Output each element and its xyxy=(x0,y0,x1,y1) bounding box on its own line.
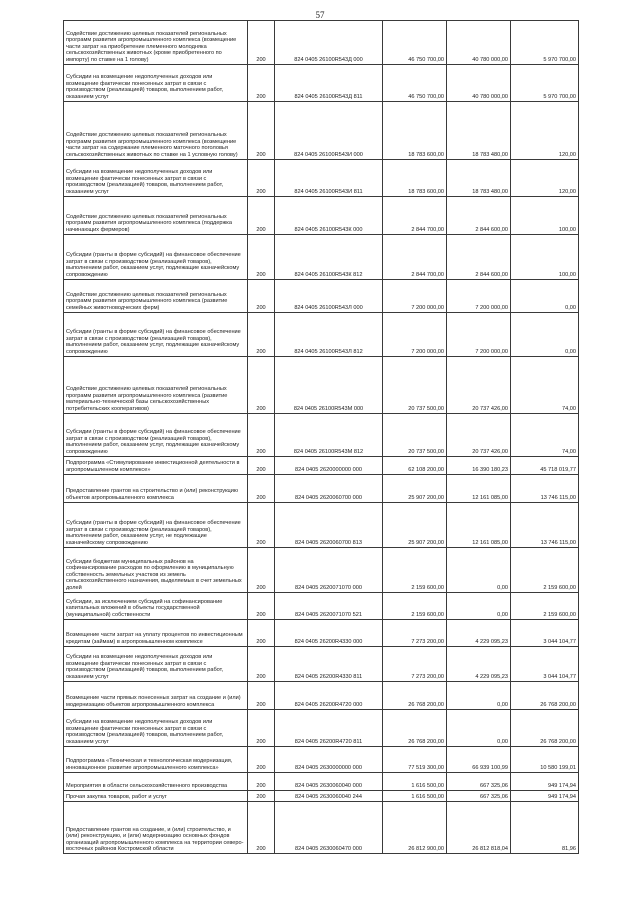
row-executed-cell: 7 200 000,00 xyxy=(447,313,511,357)
table-row xyxy=(64,475,579,503)
row-executed-cell: 667 325,06 xyxy=(447,773,511,791)
row-budget-code-cell: 824 0405 26100R543Д 000 xyxy=(275,21,383,65)
row-admin-code-cell: 200 xyxy=(248,802,275,854)
table-row xyxy=(64,457,579,475)
row-approved-cell: 46 750 700,00 xyxy=(383,65,447,102)
row-remaining-cell: 2 159 600,00 xyxy=(511,593,579,620)
table-row xyxy=(64,620,579,647)
page-number: 57 xyxy=(315,10,325,20)
table-row xyxy=(64,773,579,791)
row-approved-cell: 2 844 700,00 xyxy=(383,235,447,280)
table-row xyxy=(64,357,579,414)
row-budget-code-cell: 824 0405 2620071070 521 xyxy=(275,593,383,620)
row-remaining-cell: 74,00 xyxy=(511,357,579,414)
row-remaining-cell: 2 159 600,00 xyxy=(511,548,579,593)
row-budget-code-cell: 824 0405 26100R543Л 000 xyxy=(275,280,383,313)
table-row xyxy=(64,682,579,710)
budget-table-body xyxy=(64,21,579,854)
row-name-cell: Предоставление грантов на строительство и (или) реконструкцию объектов агропромышленного комплекса xyxy=(64,475,248,503)
row-executed-cell: 4 229 095,23 xyxy=(447,620,511,647)
table-row xyxy=(64,414,579,457)
row-remaining-cell: 81,96 xyxy=(511,802,579,854)
row-approved-cell: 20 737 500,00 xyxy=(383,414,447,457)
table-row xyxy=(64,593,579,620)
row-admin-code-cell: 200 xyxy=(248,457,275,475)
row-admin-code-cell: 200 xyxy=(248,620,275,647)
row-approved-cell: 25 907 200,00 xyxy=(383,475,447,503)
row-budget-code-cell: 824 0405 2620000000 000 xyxy=(275,457,383,475)
row-name-cell: Субсидии (гранты в форме субсидий) на финансовое обеспечение затрат в связи с производством (реализацией товаров), выполнением работ, оказанием услуг, подлежащие казначейскому сопровождению xyxy=(64,414,248,457)
row-budget-code-cell: 824 0405 2630060470 000 xyxy=(275,802,383,854)
row-admin-code-cell: 200 xyxy=(248,313,275,357)
row-budget-code-cell: 824 0405 26100R543Л 812 xyxy=(275,313,383,357)
row-approved-cell: 1 616 500,00 xyxy=(383,791,447,802)
row-executed-cell: 667 325,06 xyxy=(447,791,511,802)
row-approved-cell: 7 200 000,00 xyxy=(383,313,447,357)
row-budget-code-cell: 824 0405 26200R4330 000 xyxy=(275,620,383,647)
row-budget-code-cell: 824 0405 2620071070 000 xyxy=(275,548,383,593)
table-row xyxy=(64,280,579,313)
row-approved-cell: 7 273 200,00 xyxy=(383,620,447,647)
table-row xyxy=(64,65,579,102)
row-budget-code-cell: 824 0405 2630060040 244 xyxy=(275,791,383,802)
row-remaining-cell: 3 044 104,77 xyxy=(511,647,579,682)
table-row xyxy=(64,710,579,747)
row-executed-cell: 40 780 000,00 xyxy=(447,65,511,102)
row-admin-code-cell: 200 xyxy=(248,21,275,65)
row-name-cell: Субсидии на возмещение недополученных доходов или возмещение фактически понесенных затрат в связи с производством (реализацией) товаров, выполнением работ, оказанием услуг xyxy=(64,65,248,102)
table-row xyxy=(64,802,579,854)
row-name-cell: Возмещение части затрат на уплату процентов по инвестиционным кредитам (займам) в агропромышленном комплексе xyxy=(64,620,248,647)
row-name-cell: Подпрограмма «Техническая и технологическая модернизация, инновационное развитие агропромышленного комплекса» xyxy=(64,747,248,773)
table-row xyxy=(64,647,579,682)
row-budget-code-cell: 824 0405 26100R543И 811 xyxy=(275,160,383,197)
row-name-cell: Содействие достижению целевых показателей региональных программ развития агропромышленного комплекса (развитие семейных животноводческих ферм) xyxy=(64,280,248,313)
row-budget-code-cell: 824 0405 2620060700 000 xyxy=(275,475,383,503)
row-approved-cell: 26 812 900,00 xyxy=(383,802,447,854)
row-name-cell: Субсидии, за исключением субсидий на софинансирование капитальных вложений в объекты государственной (муниципальной) собственности xyxy=(64,593,248,620)
row-executed-cell: 12 161 085,00 xyxy=(447,475,511,503)
row-name-cell: Предоставление грантов на создание, и (или) строительство, и (или) реконструкцию, и (или) модернизацию основных фондов организаций агропромышленного комплекса на территории северо-восточных районов Костромской области xyxy=(64,802,248,854)
row-executed-cell: 18 783 480,00 xyxy=(447,102,511,160)
row-budget-code-cell: 824 0405 26200R4720 811 xyxy=(275,710,383,747)
row-name-cell: Субсидии на возмещение недополученных доходов или возмещение фактически понесенных затрат в связи с производством (реализацией) товаров, выполнением работ, оказанием услуг xyxy=(64,160,248,197)
row-executed-cell: 0,00 xyxy=(447,710,511,747)
row-admin-code-cell: 200 xyxy=(248,475,275,503)
row-remaining-cell: 26 768 200,00 xyxy=(511,682,579,710)
row-remaining-cell: 13 746 115,00 xyxy=(511,503,579,548)
row-budget-code-cell: 824 0405 26100R543И 000 xyxy=(275,102,383,160)
row-budget-code-cell: 824 0405 26100R543М 000 xyxy=(275,357,383,414)
row-budget-code-cell: 824 0405 26200R4330 811 xyxy=(275,647,383,682)
row-approved-cell: 2 159 600,00 xyxy=(383,593,447,620)
row-admin-code-cell: 200 xyxy=(248,160,275,197)
row-approved-cell: 7 200 000,00 xyxy=(383,280,447,313)
row-admin-code-cell: 200 xyxy=(248,280,275,313)
row-remaining-cell: 120,00 xyxy=(511,160,579,197)
table-row xyxy=(64,197,579,235)
row-name-cell: Содействие достижению целевых показателей региональных программ развития агропромышленного комплекса (поддержка начинающих фермеров) xyxy=(64,197,248,235)
row-budget-code-cell: 824 0405 26200R4720 000 xyxy=(275,682,383,710)
row-approved-cell: 25 907 200,00 xyxy=(383,503,447,548)
row-executed-cell: 0,00 xyxy=(447,593,511,620)
row-remaining-cell: 100,00 xyxy=(511,235,579,280)
row-budget-code-cell: 824 0405 26100R543Д 811 xyxy=(275,65,383,102)
row-admin-code-cell: 200 xyxy=(248,791,275,802)
row-budget-code-cell: 824 0405 2630000000 000 xyxy=(275,747,383,773)
row-executed-cell: 20 737 426,00 xyxy=(447,357,511,414)
row-approved-cell: 20 737 500,00 xyxy=(383,357,447,414)
row-budget-code-cell: 824 0405 26100R543К 812 xyxy=(275,235,383,280)
row-approved-cell: 2 159 600,00 xyxy=(383,548,447,593)
row-executed-cell: 0,00 xyxy=(447,548,511,593)
row-executed-cell: 0,00 xyxy=(447,682,511,710)
row-remaining-cell: 5 970 700,00 xyxy=(511,65,579,102)
row-executed-cell: 20 737 426,00 xyxy=(447,414,511,457)
row-admin-code-cell: 200 xyxy=(248,593,275,620)
row-admin-code-cell: 200 xyxy=(248,773,275,791)
row-name-cell: Субсидии (гранты в форме субсидий) на финансовое обеспечение затрат в связи с производством (реализацией товаров), выполнением работ, оказанием услуг, подлежащие казначейскому сопровождению xyxy=(64,235,248,280)
row-budget-code-cell: 824 0405 26100R543М 812 xyxy=(275,414,383,457)
table-row xyxy=(64,21,579,65)
row-approved-cell: 26 768 200,00 xyxy=(383,682,447,710)
row-remaining-cell: 10 580 199,01 xyxy=(511,747,579,773)
row-name-cell: Субсидии на возмещение недополученных доходов или возмещение фактически понесенных затрат в связи с производством (реализацией) товаров, выполнением работ, оказанием услуг xyxy=(64,647,248,682)
table-row xyxy=(64,160,579,197)
table-row xyxy=(64,235,579,280)
row-executed-cell: 12 161 085,00 xyxy=(447,503,511,548)
row-executed-cell: 18 783 480,00 xyxy=(447,160,511,197)
row-remaining-cell: 26 768 200,00 xyxy=(511,710,579,747)
row-executed-cell: 2 844 600,00 xyxy=(447,235,511,280)
row-name-cell: Содействие достижению целевых показателей региональных программ развития агропромышленного комплекса (возмещение части затрат на приобретение племенного молодняка сельскохозяйственных животных (кроме приобретенного по импорту) по ставке на 1 голову) xyxy=(64,21,248,65)
row-admin-code-cell: 200 xyxy=(248,647,275,682)
row-remaining-cell: 13 746 115,00 xyxy=(511,475,579,503)
row-remaining-cell: 100,00 xyxy=(511,197,579,235)
row-approved-cell: 77 519 300,00 xyxy=(383,747,447,773)
table-row xyxy=(64,791,579,802)
row-name-cell: Субсидии на возмещение недополученных доходов или возмещение фактически понесенных затрат в связи с производством (реализацией) товаров, выполнением работ, оказанием услуг xyxy=(64,710,248,747)
row-approved-cell: 2 844 700,00 xyxy=(383,197,447,235)
table-row xyxy=(64,747,579,773)
row-executed-cell: 16 390 180,23 xyxy=(447,457,511,475)
row-admin-code-cell: 200 xyxy=(248,682,275,710)
row-budget-code-cell: 824 0405 2630060040 000 xyxy=(275,773,383,791)
row-approved-cell: 62 108 200,00 xyxy=(383,457,447,475)
row-name-cell: Прочая закупка товаров, работ и услуг xyxy=(64,791,248,802)
row-remaining-cell: 74,00 xyxy=(511,414,579,457)
row-admin-code-cell: 200 xyxy=(248,710,275,747)
row-executed-cell: 2 844 600,00 xyxy=(447,197,511,235)
row-executed-cell: 7 200 000,00 xyxy=(447,280,511,313)
row-admin-code-cell: 200 xyxy=(248,747,275,773)
row-admin-code-cell: 200 xyxy=(248,235,275,280)
row-remaining-cell: 949 174,94 xyxy=(511,791,579,802)
row-remaining-cell: 3 044 104,77 xyxy=(511,620,579,647)
row-approved-cell: 7 273 200,00 xyxy=(383,647,447,682)
row-admin-code-cell: 200 xyxy=(248,503,275,548)
row-name-cell: Возмещение части прямых понесенных затрат на создание и (или) модернизацию объектов агропромышленного комплекса xyxy=(64,682,248,710)
row-name-cell: Содействие достижению целевых показателей региональных программ развития агропромышленного комплекса (возмещение части затрат на содержание племенного маточного поголовья сельскохозяйственных животных по ставке на 1 условную голову) xyxy=(64,102,248,160)
row-remaining-cell: 120,00 xyxy=(511,102,579,160)
row-admin-code-cell: 200 xyxy=(248,357,275,414)
row-name-cell: Содействие достижению целевых показателей региональных программ развития агропромышленного комплекса (развитие материально-технической базы сельскохозяйственных потребительских кооперативов) xyxy=(64,357,248,414)
table-row xyxy=(64,313,579,357)
row-executed-cell: 4 229 095,23 xyxy=(447,647,511,682)
table-row xyxy=(64,503,579,548)
row-name-cell: Субсидии (гранты в форме субсидий) на финансовое обеспечение затрат в связи с производством (реализацией товаров), выполнением работ, оказанием услуг, подлежащие казначейскому сопровождению xyxy=(64,313,248,357)
budget-table xyxy=(63,20,579,854)
row-admin-code-cell: 200 xyxy=(248,102,275,160)
row-executed-cell: 40 780 000,00 xyxy=(447,21,511,65)
row-admin-code-cell: 200 xyxy=(248,65,275,102)
row-approved-cell: 46 750 700,00 xyxy=(383,21,447,65)
table-row xyxy=(64,548,579,593)
row-remaining-cell: 0,00 xyxy=(511,313,579,357)
row-approved-cell: 18 783 600,00 xyxy=(383,102,447,160)
row-approved-cell: 1 616 500,00 xyxy=(383,773,447,791)
row-name-cell: Подпрограмма «Стимулирование инвестиционной деятельности в агропромышленном комплексе» xyxy=(64,457,248,475)
row-remaining-cell: 0,00 xyxy=(511,280,579,313)
row-admin-code-cell: 200 xyxy=(248,548,275,593)
row-approved-cell: 18 783 600,00 xyxy=(383,160,447,197)
row-name-cell: Субсидии (гранты в форме субсидий) на финансовое обеспечение затрат в связи с производством (реализацией товаров), выполнением работ, оказанием услуг, не подлежащие казначейскому сопровождению xyxy=(64,503,248,548)
row-approved-cell: 26 768 200,00 xyxy=(383,710,447,747)
row-name-cell: Мероприятия в области сельскохозяйственного производства xyxy=(64,773,248,791)
row-admin-code-cell: 200 xyxy=(248,414,275,457)
row-budget-code-cell: 824 0405 26100R543К 000 xyxy=(275,197,383,235)
row-executed-cell: 26 812 818,04 xyxy=(447,802,511,854)
row-admin-code-cell: 200 xyxy=(248,197,275,235)
row-remaining-cell: 45 718 019,77 xyxy=(511,457,579,475)
row-name-cell: Субсидии бюджетам муниципальных районов на софинансирование расходов по оформлению в муниципальную собственность земельных участков из земель сельскохозяйственного назначения, выделяемых в счет земельных долей xyxy=(64,548,248,593)
row-executed-cell: 66 939 100,99 xyxy=(447,747,511,773)
row-remaining-cell: 5 970 700,00 xyxy=(511,21,579,65)
table-row xyxy=(64,102,579,160)
row-remaining-cell: 949 174,94 xyxy=(511,773,579,791)
row-budget-code-cell: 824 0405 2620060700 813 xyxy=(275,503,383,548)
